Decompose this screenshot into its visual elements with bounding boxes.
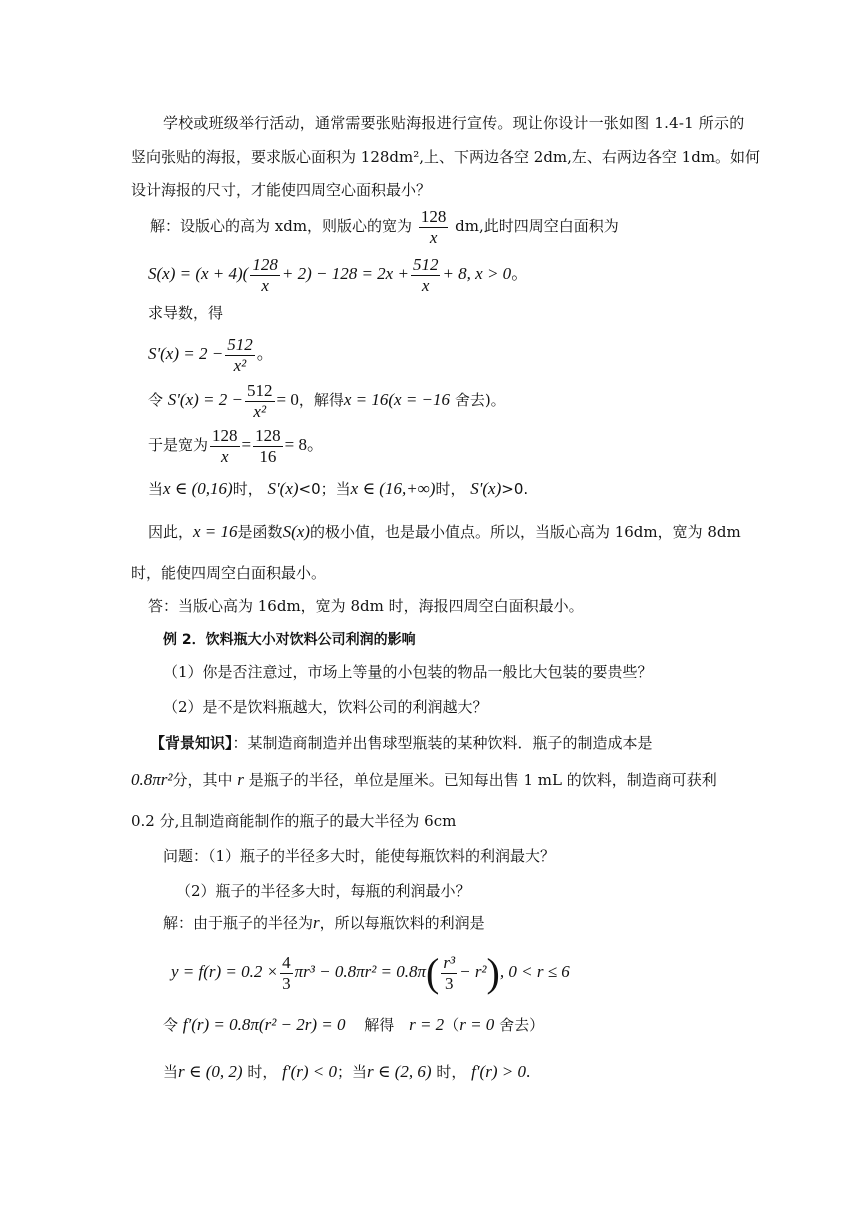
- background-line: 【背景知识】：某制造商制造并出售球型瓶装的某种饮料．瓶子的制造成本是: [150, 734, 653, 752]
- conclusion-1: 因此，x = 16是函数S(x)的极小值，也是最小值点。所以，当版心高为 16dm，宽为 8dm: [148, 522, 741, 541]
- problem-2: （2）瓶子的半径多大时，每瓶的利润最小？: [176, 882, 471, 900]
- question-1: （1）你是否注意过，市场上等量的小包装的物品一般比大包装的要贵些？: [163, 663, 653, 681]
- derivative-equation: S'(x) = 2 − $\frac{512}{\text{x²}}$ 。: [148, 334, 274, 375]
- solution-2-setup: 解：由于瓶子的半径为r，所以每瓶饮料的利润是: [163, 913, 485, 932]
- problem-1: 问题：（1）瓶子的半径多大时，能使每瓶饮料的利润最大？: [163, 847, 556, 865]
- intro-line-2: 竖向张贴的海报，要求版心面积为 128dm²,上、下两边各空 2dm,左、右两边各空 1dm。如何: [131, 148, 761, 166]
- monotonicity-1: 当x ∈ (0,16)时， S'(x)<0；当x ∈ (16,+∞)时， S'(x)>0.: [148, 479, 529, 498]
- set-derivative-zero: 令 S'(x) = 2 − $\frac{512}{\text{x²}}$ = 0，解得x = 16(x = −16 舍去)。: [148, 380, 506, 421]
- example-2-title: 例 2．饮料瓶大小对饮料公司利润的影响: [163, 632, 416, 648]
- solution-1-setup: 解：设版心的高为 xdm，则版心的宽为 $\frac{128}{x}$ dm,此时四周空白面积为: [150, 206, 619, 247]
- fraction-128-over-x: $\frac{128}{x}$: [420, 206, 447, 247]
- derivative-label: 求导数，得: [148, 304, 224, 322]
- profit-line: 0.2 分,且制造商能制作的瓶子的最大半径为 6cm: [131, 812, 457, 830]
- width-computation: 于是宽为 $\frac{128}{x}$ = $\frac{128}{16}$ = 8。: [148, 425, 324, 466]
- profit-function: y = f(r) = 0.2 × $\frac{4}{3}$ πr³ − 0.8πr² = 0.8π( $\frac{\text{r³}}{3}$ − r²), 0 < r ≤ 6: [171, 950, 570, 996]
- monotonicity-2: 当r ∈ (0, 2) 时， f′(r) < 0；当r ∈ (2, 6) 时， f′(r) > 0.: [163, 1062, 531, 1081]
- cost-line: 0.8πr²分，其中 r 是瓶子的半径，单位是厘米。已知每出售 1 mL 的饮料，制造商可获利: [131, 770, 717, 789]
- answer-1: 答：当版心高为 16dm，宽为 8dm 时，海报四周空白面积最小。: [148, 597, 584, 615]
- set-fprime-zero: 令 f′(r) = 0.8π(r² − 2r) = 0 解得 r = 2（r = 0 舍去）: [163, 1015, 545, 1034]
- intro-line-3: 设计海报的尺寸，才能使四周空心面积最小？: [131, 181, 432, 199]
- area-equation: S(x) = (x + 4)( $\frac{128}{x}$ + 2) − 128 = 2x + $\frac{512}{x}$ + 8, x > 0。: [148, 254, 529, 295]
- intro-line-1: 学校或班级举行活动，通常需要张贴海报进行宣传。现让你设计一张如图 1.4-1 所示的: [163, 114, 745, 132]
- question-2: （2）是不是饮料瓶越大，饮料公司的利润越大？: [163, 698, 488, 716]
- conclusion-2: 时，能使四周空白面积最小。: [131, 564, 327, 582]
